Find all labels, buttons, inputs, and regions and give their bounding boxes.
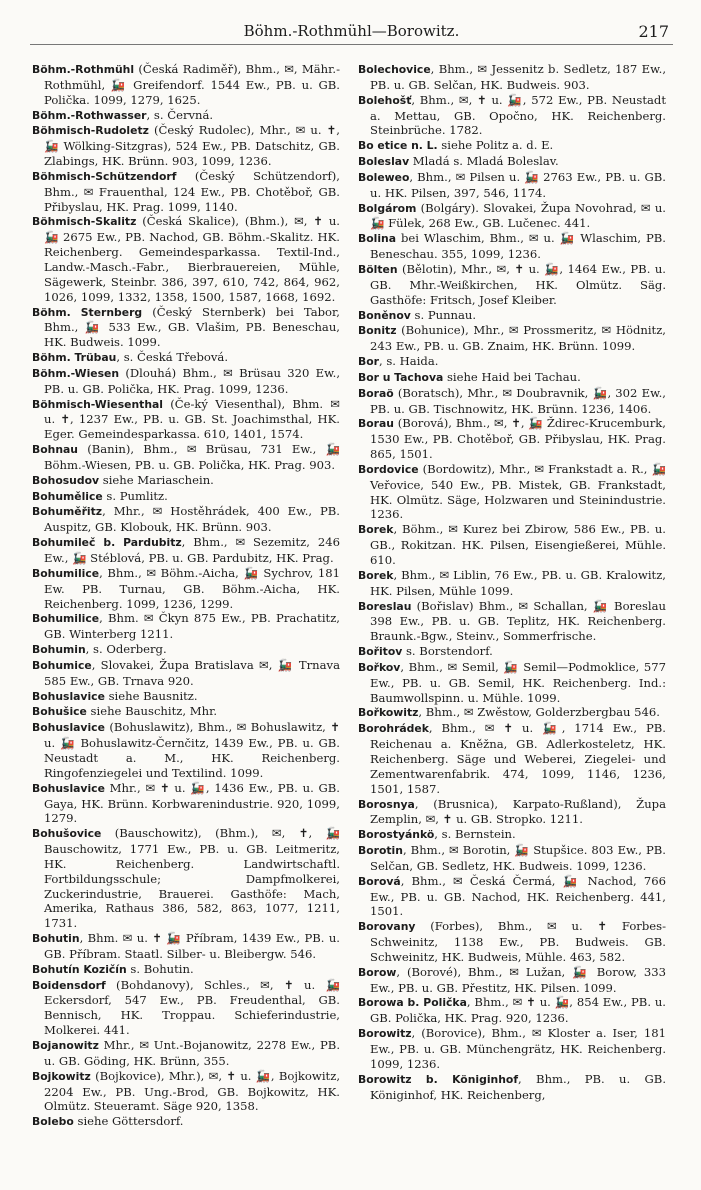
entry-headword: Böhmisch-Rudoletz [32, 124, 149, 138]
directory-entry [32, 489, 340, 505]
entry-text: (Bořislav) Bhm., ✉ Schallan, 🚂 Boreslau 398 Ew., PB. u. GB. Teplitz, HK. Reichenberg. Braunk.-Bgw., Steinv., Sommerfrische. [370, 598, 666, 644]
directory-entry [358, 644, 666, 660]
entry-headword: Boidensdorf [32, 978, 106, 992]
directory-entry [358, 827, 666, 843]
entry-headword: Borowitz b. Königinhof [358, 1072, 519, 1086]
entry-headword: Bohnau [32, 443, 78, 457]
entry-text: (Český Rudolec), Mhr., ✉ u. ✝, 🚂 Wölking-Sitzgras), 524 Ew., PB. Datschitz, GB. Zlabings, HK. Brünn. 903, 1099, 1236. [44, 123, 340, 169]
directory-entry [358, 154, 666, 170]
entry-headword: Bor [358, 355, 379, 369]
entry-headword: Bolechovice [358, 63, 431, 76]
entry-text: (Borová), Bhm., ✉, ✝, 🚂 Ždirec-Krucemburk, 1530 Ew., PB. Chotěboř, GB. Přibyslau, HK. Prag. 865, 1501. [370, 416, 666, 462]
directory-entry [358, 462, 666, 522]
entry-text: Mhr., ✉ Unt.-Bojanowitz, 2278 Ew., PB. u. GB. Göding, HK. Brünn, 355. [44, 1038, 340, 1068]
entry-headword: Borek [358, 568, 394, 582]
entry-headword: Borostyánkö [358, 828, 435, 842]
directory-entry [32, 1038, 340, 1069]
entry-headword: Bohuslavice [32, 781, 105, 795]
directory-entry [358, 370, 666, 386]
entry-headword: Bořkowitz [358, 706, 419, 720]
directory-entry [32, 1114, 340, 1130]
entry-headword: Borowa b. Polička [358, 996, 467, 1010]
entry-text: , Bhm., ✉, ✝ u. 🚂, 572 Ew., PB. Neustadt a. Mettau, GB. Opočno, HK. Reichenberg. Steinbrüche. 1782. [370, 92, 666, 138]
directory-entry [358, 1072, 666, 1103]
directory-entry [358, 874, 666, 920]
entry-headword: Bořkov [358, 660, 401, 674]
directory-entry [32, 566, 340, 612]
entry-text: , Mhr., ✉ Hostěhrádek, 400 Ew., PB. Auspitz, GB. Klobouk, HK. Brünn. 903. [44, 504, 340, 535]
entry-text: bei Wlaschim, Bhm., ✉ u. 🚂 Wlaschim, PB. Beneschau. 355, 1099, 1236. [370, 231, 666, 262]
entry-text: (Bolgáry). Slovakei, Župa Novohrad, ✉ u. 🚂 Fülek, 268 Ew., GB. Lučenec. 441. [370, 200, 666, 231]
entry-headword: Böhm. Trübau [32, 351, 117, 365]
entry-headword: Bohumilice [32, 566, 100, 580]
directory-entry [358, 965, 666, 996]
entry-text: , s. Bernstein. [434, 827, 516, 842]
entry-text: siehe Göttersdorf. [73, 1114, 184, 1129]
entry-text: siehe Bauschitz, Mhr. [86, 704, 218, 719]
entry-text: (Bohdanovy), Schles., ✉, ✝ u. 🚂 Eckersdorf, 547 Ew., PB. Freudenthal, GB. Bennisch, HK. Troppau. Schieferindustrie, Molkerei. 441. [44, 977, 340, 1038]
entry-headword: Bohumilice [32, 612, 100, 626]
entry-text: (Dlouhá) Bhm., ✉ Brüsau 320 Ew., PB. u. GB. Polička, HK. Prag. 1099, 1236. [44, 365, 340, 396]
directory-entry [358, 354, 666, 370]
entry-headword: Bohumin [32, 643, 86, 657]
directory-entry [32, 305, 340, 351]
entry-text: siehe Politz a. d. E. [437, 138, 554, 153]
entry-text: (Bordowitz), Mhr., ✉ Frankstadt a. R., 🚂 Veřovice, 540 Ew., PB. Mistek, GB. Frankstadt, HK. Olmütz. Säge, Holzwaren und Steinindustrie. 1236. [370, 461, 666, 522]
entry-headword: Böhmisch-Schützendorf [32, 169, 177, 183]
entry-text: , Bhm., ✉ Böhm.-Aicha, 🚂 Sychrov, 181 Ew. PB. Turnau, GB. Böhm.-Aicha, HK. Reichenberg. 1099, 1236, 1299. [44, 565, 340, 611]
directory-entry [358, 721, 666, 796]
entry-text: , Bhm., ✉ ✝ u. 🚂, 1714 Ew., PB. Reichenau a. Kněžna, GB. Adlerkosteletz, HK. Reichenberg. Säge und Weberei, Ziegelei- und Zementwarenfabrik. 474, 1099, 1146, 1236, 1501, 1587. [370, 721, 666, 796]
directory-entry [32, 978, 340, 1038]
directory-entry [32, 366, 340, 397]
entry-headword: Bor u Tachova [358, 370, 444, 384]
entry-headword: Bohosudov [32, 473, 100, 487]
entry-headword: Borohrádek [358, 722, 429, 736]
entry-text: (Bohuslawitz), Bhm., ✉ Bohuslawitz, ✝ u. 🚂 Bohuslawitz-Černčitz, 1439 Ew., PB. u. GB. Neustadt a. M., HK. Reichenberg. Ringofenziegelei und Textilind. 1099. [44, 720, 340, 780]
entry-text: siehe Haid bei Tachau. [443, 369, 581, 384]
entry-headword: Böhm.-Rothmühl [32, 63, 135, 76]
directory-entry [32, 123, 340, 169]
directory-entry [358, 62, 666, 93]
entry-headword: Bořitov [358, 645, 403, 659]
entry-headword: Bojkowitz [32, 1069, 91, 1083]
entry-headword: Boleslav [358, 155, 410, 169]
entry-headword: Bohuměřitz [32, 505, 103, 519]
directory-entry [358, 262, 666, 308]
entry-text: , s. Haida. [378, 354, 439, 369]
directory-entry [32, 611, 340, 642]
directory-entry [32, 108, 340, 124]
entry-text: (Česká Radiměř), Bhm., ✉, Mähr.-Rothmühl, 🚂 Greifendorf. 1544 Ew., PB. u. GB. Polička. 1099, 1279, 1625. [44, 62, 340, 107]
entry-text: , (Borovice), Bhm., ✉ Kloster a. Iser, 181 Ew., PB. u. GB. Münchengrätz, HK. Reichenberg. 1099, 1236. [370, 1026, 666, 1071]
entry-text: (Bauschowitz), (Bhm.), ✉, ✝, 🚂 Bauschowitz, 1771 Ew., PB. u. GB. Leitmeritz, HK. Reichenberg. Landwirtschaftl. Fortbildungsschule; Dampfmolkerei, Zuckerindustrie, Brauerei. Gasthöfe: Mach, Amerika, Rathaus 386, 582, 863, 1077, 1211, 1731. [44, 826, 340, 931]
entry-headword: Boraö [358, 386, 394, 400]
directory-entry [358, 568, 666, 599]
entry-text: , Bhm., ✉ Sezemitz, 246 Ew., 🚂 Stéblová, PB. u. GB. Pardubitz, HK. Prag. [44, 535, 340, 565]
entry-headword: Bolgárom [358, 201, 417, 215]
directory-entry [32, 931, 340, 962]
entry-headword: Bonitz [358, 324, 397, 338]
entry-headword: Boněnov [358, 308, 411, 322]
entry-headword: Bohuslavice [32, 689, 105, 703]
entry-text: (Česká Skalice), (Bhm.), ✉, ✝ u. 🚂 2675 Ew., PB. Nachod, GB. Böhm.-Skalitz. HK. Reichenberg. Gemeindesparkassa. Textil-Ind., Landw.-Masch.-Fabr., Bierbrauereien, Mühle, Sägewerk, Steinbr. 386, 397, 610, 742, 864, 962, 1026, 1099, 1332, 1358, 1500, 1587, 1668, 1692. [44, 214, 340, 304]
entry-headword: Bohumice [32, 658, 92, 672]
entry-headword: Bordovice [358, 462, 419, 476]
entry-text: , Bhm., ✉ Liblin, 76 Ew., PB. u. GB. Kralowitz, HK. Pilsen, Mühle 1099. [370, 567, 666, 598]
entry-headword: Bohuslavice [32, 721, 105, 735]
entry-text: (Bohunice), Mhr., ✉ Prossmeritz, ✉ Hödnitz, 243 Ew., PB. u. GB. Znaim, HK. Brünn. 1099. [370, 323, 666, 354]
entry-text: , Bhm., ✉ ✝ u. 🚂, 854 Ew., PB. u. GB. Polička, HK. Prag. 920, 1236. [370, 995, 666, 1026]
entry-headword: Boleweo [358, 170, 410, 184]
entry-text: , Bhm., ✉ Pilsen u. 🚂 2763 Ew., PB. u. GB. u. HK. Pilsen, 397, 546, 1174. [370, 169, 666, 200]
entry-text: , Böhm., ✉ Kurez bei Zbirow, 586 Ew., PB. u. GB., Rokitzan. HK. Pilsen, Eisengießerei, Mühle. 610. [370, 522, 666, 567]
entry-headword: Borosnya [358, 797, 415, 811]
entry-text: , Bhm., ✉ Jessenitz b. Sedletz, 187 Ew., PB. u. GB. Selčan, HK. Budweis. 903. [370, 62, 666, 92]
directory-entry [32, 720, 340, 780]
entry-text: (Forbes), Bhm., ✉ u. ✝ Forbes-Schweinitz, 1138 Ew., PB. Budweis. GB. Schweinitz, HK. Budweis, Mühle. 463, 582. [370, 919, 666, 964]
entry-headword: Borová [358, 874, 401, 888]
entry-text: s. Punnau. [410, 307, 477, 322]
left-column [32, 62, 340, 1130]
entry-text: , (Brusnica), Karpato-Rußland), Župa Zemplin, ✉, ✝ u. GB. Stropko. 1211. [370, 796, 666, 827]
directory-entry [32, 826, 340, 931]
directory-entry [358, 995, 666, 1026]
entry-headword: Bohumělice [32, 489, 103, 503]
directory-entry [358, 93, 666, 139]
directory-entry [32, 704, 340, 720]
directory-entry [32, 397, 340, 443]
entry-text: , Slovakei, Župa Bratislava ✉, 🚂 Trnava 585 Ew., GB. Trnava 920. [44, 657, 340, 688]
entry-text: s. Bohutin. [126, 961, 194, 976]
directory-entry [358, 386, 666, 417]
entry-headword: Bojanowitz [32, 1039, 99, 1052]
directory-entry [358, 522, 666, 568]
directory-entry [358, 416, 666, 462]
entry-text: , s. Oderberg. [85, 642, 167, 657]
page-number: 217 [638, 22, 669, 41]
directory-entry [32, 535, 340, 566]
entry-text: , Bhm., ✉ Semil, 🚂 Semil—Podmoklice, 577 Ew., PB. u. GB. Semil, HK. Reichenberg. Ind.: Baumwollspinn. u. Mühle. 1099. [370, 659, 666, 705]
entry-headword: Borovany [358, 920, 416, 934]
entry-text: , Bhm., ✉ Borotin, 🚂 Stupšice. 803 Ew., PB. Selčan, GB. Sedletz, HK. Budweis. 1099, 1236. [370, 843, 666, 873]
directory-entry [358, 843, 666, 874]
directory-entry [358, 797, 666, 828]
entry-headword: Bo etice n. L. [358, 139, 438, 153]
entry-text: , Bhm., ✉ Zwěstow, Golderzbergbau 546. [418, 705, 660, 720]
directory-entry [32, 442, 340, 473]
entry-text: (Če-ký Viesenthal), Bhm. ✉ u. ✝, 1237 Ew., PB. u. GB. St. Joachimsthal, HK. Eger. Gemeindesparkassa. 610, 1401, 1574. [44, 396, 340, 442]
entry-text: Mladá s. Mladá Boleslav. [409, 154, 559, 169]
entry-headword: Borau [358, 417, 394, 431]
entry-headword: Borow [358, 965, 397, 979]
entry-text: , s. Česká Třebová. [116, 350, 229, 365]
entry-text: , Bhm. ✉ Čkyn 875 Ew., PB. Prachatitz, GB. Winterberg 1211. [44, 611, 340, 642]
entry-text: (Boratsch), Mhr., ✉ Doubravnik, 🚂, 302 Ew., PB. u. GB. Tischnowitz, HK. Brünn. 1236, 1406. [370, 385, 666, 416]
directory-entry [358, 138, 666, 154]
directory-entry [32, 642, 340, 658]
directory-entry [32, 1069, 340, 1115]
directory-entry [32, 350, 340, 366]
entry-headword: Böhm. Sternberg [32, 305, 143, 319]
header-title: Böhm.-Rothmühl—Borowitz. [243, 22, 460, 40]
entry-text: siehe Mariaschein. [99, 472, 214, 487]
running-header [30, 22, 673, 45]
entry-headword: Bohušice [32, 705, 87, 719]
directory-entry [32, 169, 340, 215]
entry-headword: Bölten [358, 262, 398, 276]
directory-entry [32, 214, 340, 304]
directory-entry [32, 62, 340, 108]
entry-text: , Bhm., ✉ Česká Čermá, 🚂 Nachod, 766 Ew., PB. u. GB. Nachod, HK. Reichenberg. 441, 1501. [370, 873, 666, 919]
directory-entry [358, 201, 666, 232]
directory-entry [358, 323, 666, 354]
entry-text: , Bhm., PB. u. GB. Königinhof, HK. Reichenberg, [370, 1071, 667, 1102]
entry-text: (Banin), Bhm., ✉ Brüsau, 731 Ew., 🚂 Böhm.-Wiesen, PB. u. GB. Polička, HK. Prag. 903. [44, 442, 340, 472]
entry-text: , Bhm. ✉ u. ✝ 🚂 Příbram, 1439 Ew., PB. u. GB. Příbram. Staatl. Silber- u. Bleibergw. 546. [44, 931, 340, 961]
entry-headword: Bohutin [32, 932, 80, 946]
entry-text: s. Pumlitz. [102, 488, 168, 503]
directory-entry [358, 1026, 666, 1072]
entry-text: Mhr., ✉ ✝ u. 🚂, 1436 Ew., PB. u. GB. Gaya, HK. Brünn. Korbwarenindustrie. 920, 1099, 1279. [44, 780, 340, 826]
entry-headword: Böhm.-Wiesen [32, 366, 120, 380]
directory-entry [358, 231, 666, 262]
entry-headword: Borotin [358, 844, 403, 858]
directory-entry [32, 658, 340, 689]
entry-headword: Bohušovice [32, 827, 102, 841]
entry-headword: Bolehošť [358, 93, 412, 107]
entry-headword: Böhm.-Rothwasser [32, 108, 147, 122]
entry-text: (Český Sternberk) bei Tabor, Bhm., 🚂 533 Ew., GB. Vlašim, PB. Beneschau, HK. Budweis. 1099. [44, 304, 340, 350]
directory-entry [358, 599, 666, 645]
entry-text: (Bojkovice), Mhr.), ✉, ✝ u. 🚂, Bojkowitz, 2204 Ew., PB. Ung.-Brod, GB. Bojkowitz, HK. Olmütz. Steueramt. Säge 920, 1358. [44, 1068, 340, 1114]
entry-headword: Boreslau [358, 599, 412, 613]
directory-entry [32, 473, 340, 489]
directory-entry [358, 170, 666, 201]
entry-headword: Borek [358, 523, 394, 537]
entry-headword: Bolebo [32, 1115, 74, 1129]
entry-text: , (Borové), Bhm., ✉ Lužan, 🚂 Borow, 333 Ew., PB. u. GB. Přestitz, HK. Pilsen. 1099. [370, 964, 666, 995]
directory-entry [358, 660, 666, 706]
directory-entry [358, 308, 666, 324]
entry-text: (Bělotin), Mhr., ✉, ✝ u. 🚂, 1464 Ew., PB. u. GB. Mhr.-Weißkirchen, HK. Olmütz. Säg. Gasthöfe: Fritsch, Josef Kleiber. [370, 261, 666, 307]
entry-headword: Bohutín Kozičín [32, 962, 127, 976]
entry-headword: Borowitz [358, 1027, 412, 1041]
entry-text: (Český Schützendorf), Bhm., ✉ Frauenthal, 124 Ew., PB. Chotěboř, GB. Přibyslau, HK. Prag. 1099, 1140. [44, 168, 340, 214]
directory-entry [358, 919, 666, 965]
directory-entry [32, 504, 340, 535]
directory-entry [358, 705, 666, 721]
entry-text: siehe Bausnitz. [104, 688, 198, 703]
entry-headword: Bohumileč b. Pardubitz [32, 536, 182, 550]
entry-text: , s. Červná. [146, 107, 214, 122]
directory-entry [32, 962, 340, 978]
entry-headword: Böhmisch-Skalitz [32, 215, 137, 229]
right-column [358, 62, 666, 1102]
entry-headword: Böhmisch-Wiesenthal [32, 397, 163, 411]
directory-entry [32, 781, 340, 827]
directory-entry [32, 689, 340, 705]
entry-headword: Bolina [358, 232, 397, 246]
entry-text: s. Borstendorf. [402, 644, 493, 659]
